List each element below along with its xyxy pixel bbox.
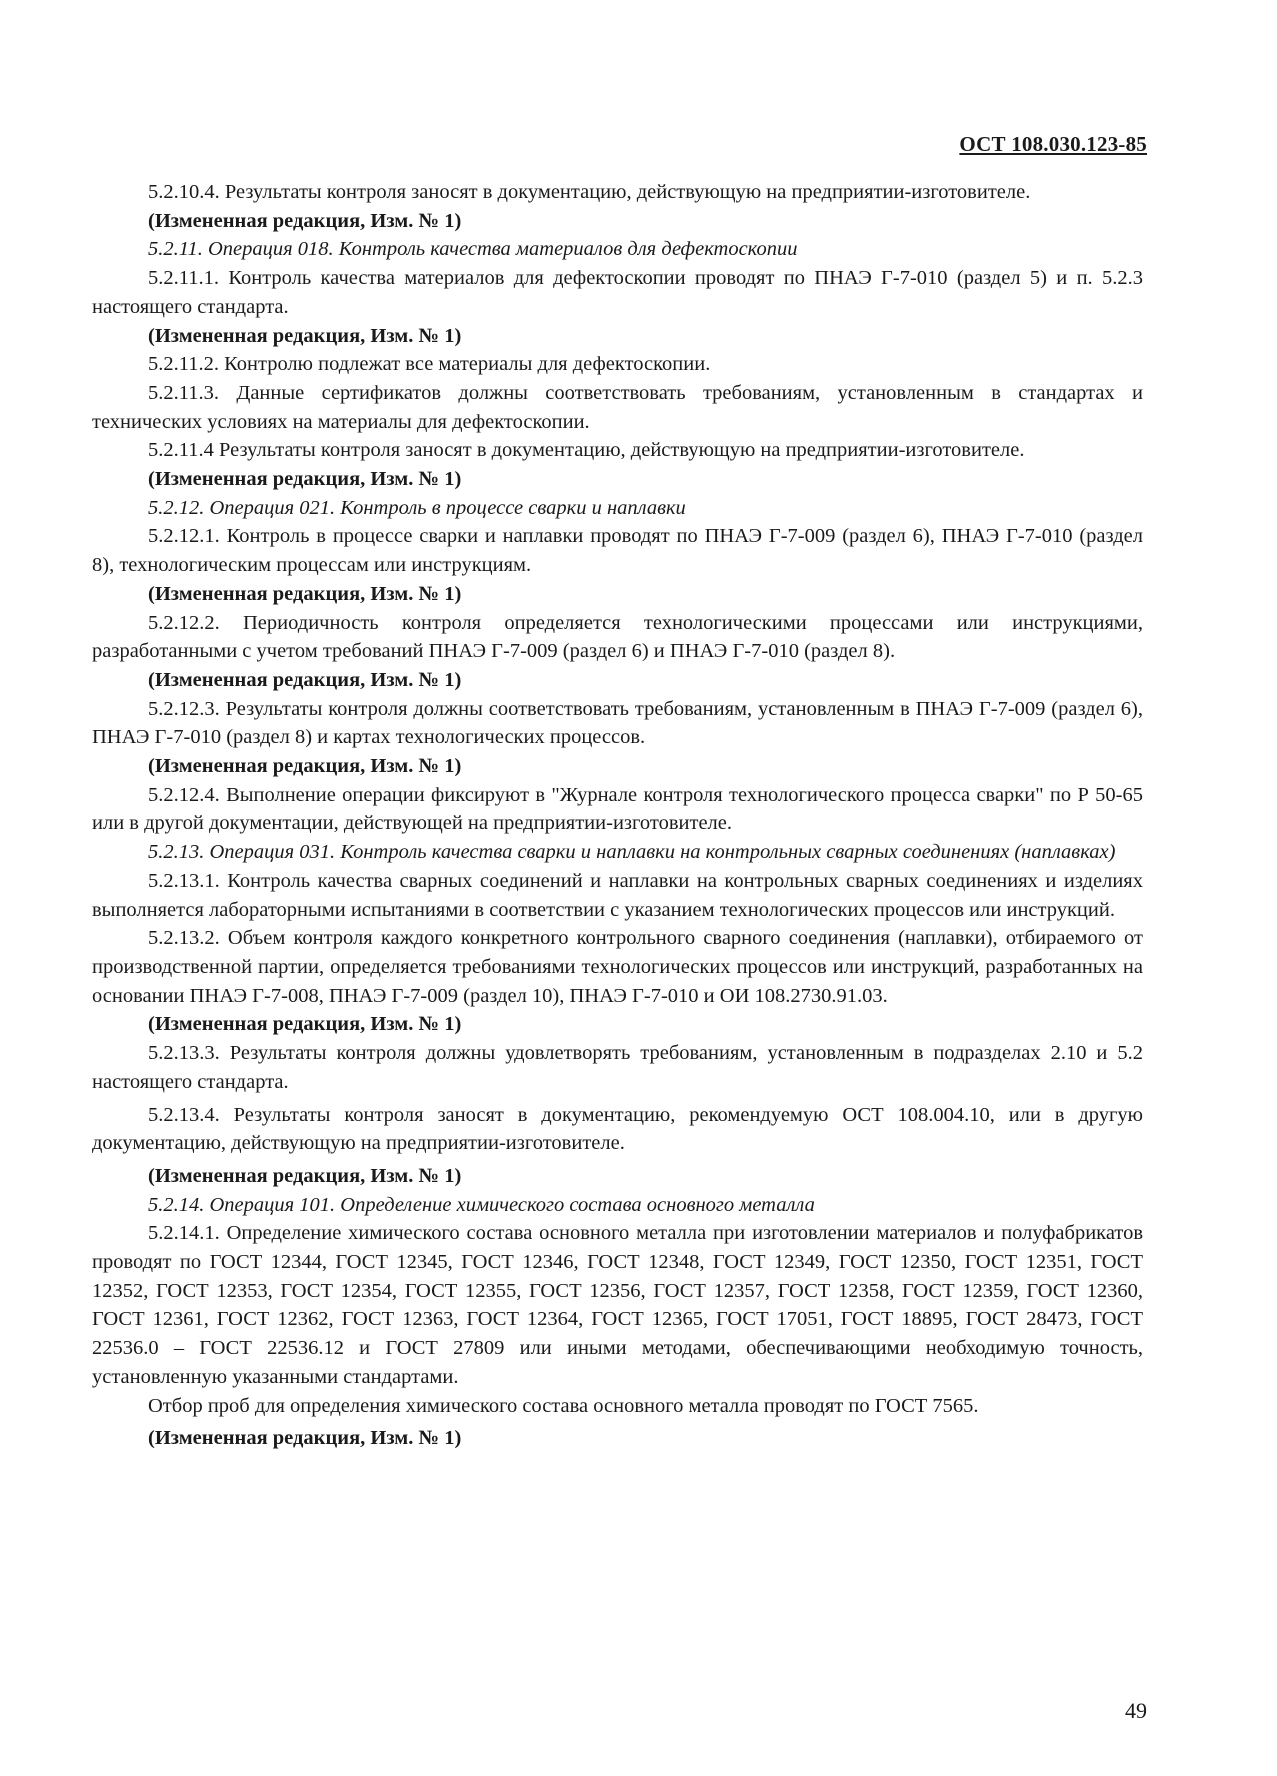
paragraph: 5.2.10.4. Результаты контроля заносят в документацию, действующую на предприятии-изготовителе.: [148, 181, 1031, 203]
page-number: 49: [1125, 1698, 1147, 1723]
paragraph: 5.2.11.3. Данные сертификатов должны соответствовать требованиям, установленным в стандартах и технических условиях на материалы для дефектоскопии.: [92, 381, 1143, 433]
paragraph: 5.2.12.4. Выполнение операции фиксируют в "Журнале контроля технологического процесса сварки" по Р 50-65 или в другой документации, действующей на предприятии-изготовителе.: [92, 783, 1143, 835]
paragraph: 5.2.11.4 Результаты контроля заносят в документацию, действующую на предприятии-изготовителе.: [148, 439, 1025, 462]
paragraph: 5.2.13.4. Результаты контроля заносят в документацию, рекомендуемую ОСТ 108.004.10, или в другую документацию, действующую на предприятии-изготовителе.: [92, 1103, 1143, 1155]
amendment-note: (Измененная редакция, Изм. № 1): [148, 1164, 462, 1187]
section-heading: 5.2.12. Операция 021. Контроль в процессе сварки и наплавки: [148, 496, 686, 519]
paragraph: Отбор проб для определения химического состава основного металла проводят по ГОСТ 7565.: [148, 1394, 979, 1417]
paragraph: 5.2.13.2. Объем контроля каждого конкретного контрольного сварного соединения (наплавки), отбираемого от производственной партии, определяется требованиями технологических процессов или инструкций, разработанных на основании ПНАЭ Г-7-008, ПНАЭ Г-7-009 (раздел 10), ПНАЭ Г-7-010 и ОИ 108.2730.91.03.: [92, 927, 1143, 1007]
paragraph: 5.2.13.1. Контроль качества сварных соединений и наплавки на контрольных сварных соединениях и изделиях выполняется лабораторными испытаниями в соответствии с указанием технологических процессов или инструкций.: [92, 869, 1143, 921]
amendment-note: (Измененная редакция, Изм. № 1): [148, 324, 462, 347]
amendment-note: (Измененная редакция, Изм. № 1): [148, 582, 462, 605]
paragraph: 5.2.13.3. Результаты контроля должны удовлетворять требованиям, установленным в подразделах 2.10 и 5.2 настоящего стандарта.: [92, 1042, 1143, 1093]
paragraph: 5.2.12.1. Контроль в процессе сварки и наплавки проводят по ПНАЭ Г-7-009 (раздел 6), ПНАЭ Г-7-010 (раздел 8), технологическим процессам или инструкциям.: [92, 525, 1143, 577]
amendment-note: (Измененная редакция, Изм. № 1): [148, 1013, 462, 1036]
paragraph: 5.2.11.2. Контролю подлежат все материалы для дефектоскопии.: [148, 353, 711, 376]
paragraph: 5.2.12.3. Результаты контроля должны соответствовать требованиям, установленным в ПНАЭ Г-7-009 (раздел 6), ПНАЭ Г-7-010 (раздел 8) и картах технологических процессов.: [92, 697, 1143, 749]
amendment-note: (Измененная редакция, Изм. № 1): [148, 755, 462, 778]
amendment-note: (Измененная редакция, Изм. № 1): [148, 1427, 462, 1450]
paragraph: 5.2.12.2. Периодичность контроля определяется технологическими процессами или инструкциями, разработанными с учетом требований ПНАЭ Г-7-009 (раздел 6) и ПНАЭ Г-7-010 (раздел 8).: [92, 611, 1143, 663]
amendment-note: (Измененная редакция, Изм. № 1): [148, 468, 462, 491]
amendment-note: (Измененная редакция, Изм. № 1): [148, 209, 462, 232]
paragraph: 5.2.11.1. Контроль качества материалов для дефектоскопии проводят по ПНАЭ Г-7-010 (раздел 5) и п. 5.2.3 настоящего стандарта.: [92, 267, 1143, 318]
standard-code-header: ОСТ 108.030.123-85: [959, 132, 1147, 156]
section-heading: 5.2.13. Операция 031. Контроль качества сварки и наплавки на контрольных сварных соединениях (наплавках): [148, 841, 1116, 864]
document-body: [92, 178, 1143, 1453]
section-heading: 5.2.11. Операция 018. Контроль качества материалов для дефектоскопии: [148, 238, 798, 261]
section-heading: 5.2.14. Операция 101. Определение химического состава основного металла: [148, 1193, 815, 1216]
paragraph: 5.2.14.1. Определение химического состава основного металла при изготовлении материалов и полуфабрикатов проводят по ГОСТ 12344, ГОСТ 12345, ГОСТ 12346, ГОСТ 12348, ГОСТ 12349, ГОСТ 12350, ГОСТ 12351, ГОСТ 12352, ГОСТ 12353, ГОСТ 12354, ГОСТ 12355, ГОСТ 12356, ГОСТ 12357, ГОСТ 12358, ГОСТ 12359, ГОСТ 12360, ГОСТ 12361, ГОСТ 12362, ГОСТ 12363, ГОСТ 12364, ГОСТ 12365, ГОСТ 17051, ГОСТ 18895, ГОСТ 28473, ГОСТ 22536.0 – ГОСТ 22536.12 и ГОСТ 27809 или иными методами, обеспечивающими необходимую точность, установленную указанными стандартами.: [92, 1222, 1143, 1388]
amendment-note: (Измененная редакция, Изм. № 1): [148, 668, 462, 691]
